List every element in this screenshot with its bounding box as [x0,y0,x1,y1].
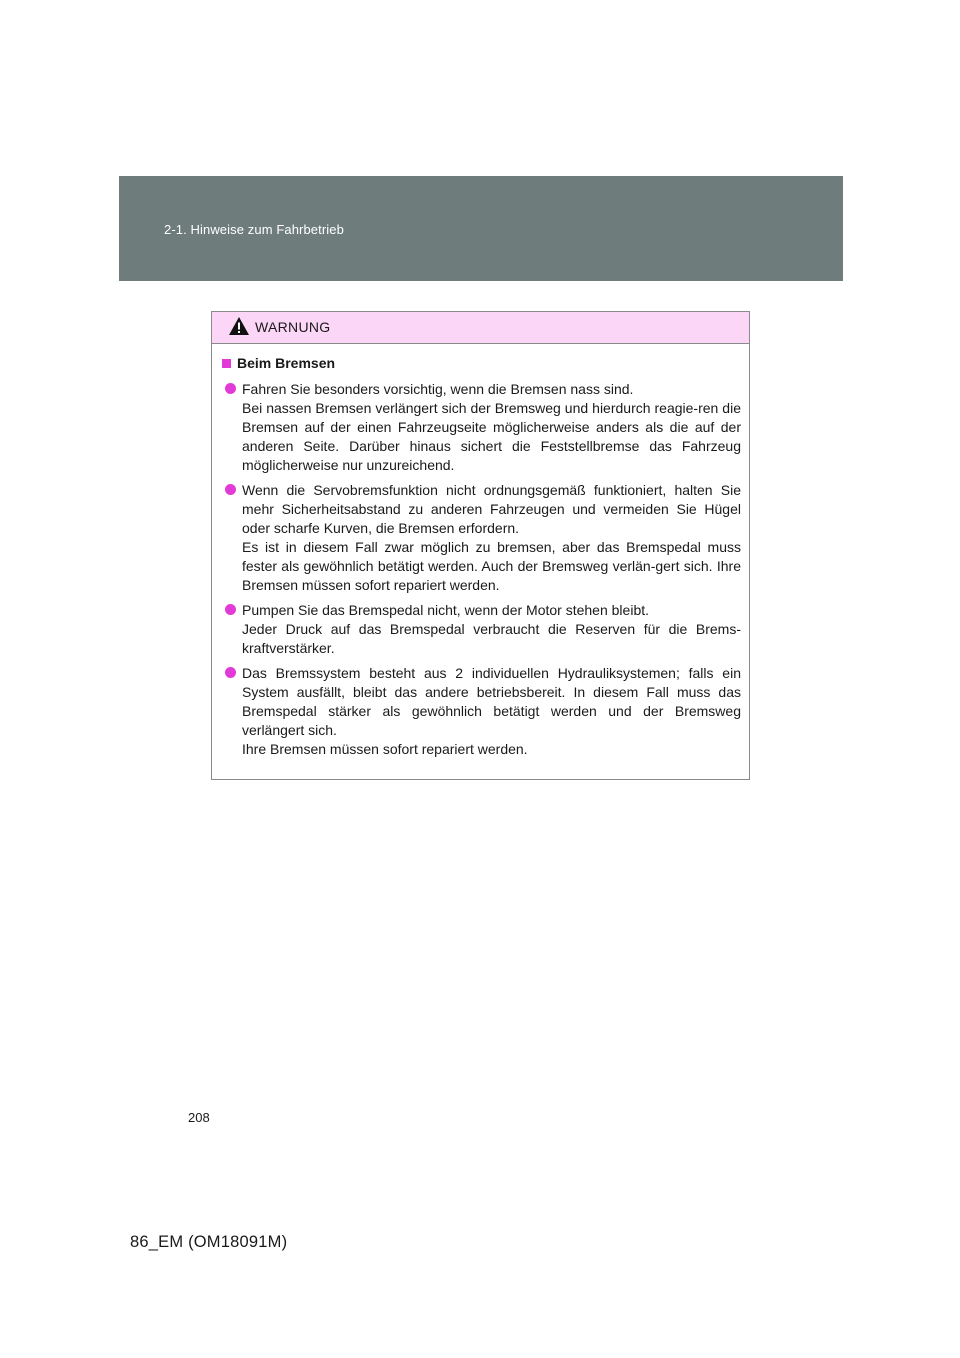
document-code: 86_EM (OM18091M) [130,1233,288,1251]
warning-triangle-icon [228,316,250,336]
warning-body [212,344,749,759]
subsection-heading-text: Beim Bremsen [237,355,336,371]
section-title: 2-1. Hinweise zum Fahrbetrieb [164,222,344,237]
bullet-dot-icon [225,667,236,678]
item-paragraph: Es ist in diesem Fall zwar möglich zu bremsen, aber das Bremspedal muss fester als gewöhnlich betätigt werden. Auch der Bremsweg verlän-gert sich. Ihre Bremsen müssen sofort repariert werden. [242,539,741,593]
item-paragraph: Fahren Sie besonders vorsichtig, wenn die Bremsen nass sind. [242,381,634,397]
bullet-dot-icon [225,604,236,615]
list-item [222,601,741,658]
item-paragraph: Pumpen Sie das Bremspedal nicht, wenn der Motor stehen bleibt. [242,602,650,618]
item-paragraph: Wenn die Servobremsfunktion nicht ordnungsgemäß funktioniert, halten Sie mehr Sicherheitsabstand zu anderen Fahrzeugen und vermeiden Sie Hügel oder scharfe Kurven, die Bremsen erfordern. [242,482,741,536]
warning-box [211,311,750,780]
bullet-dot-icon [225,383,236,394]
item-paragraph: Ihre Bremsen müssen sofort repariert werden. [242,741,528,757]
page-number: 208 [188,1110,210,1125]
list-item [222,664,741,759]
warning-header [212,312,749,344]
bullet-dot-icon [225,484,236,495]
item-paragraph: Jeder Druck auf das Bremspedal verbraucht die Reserven für die Brems-kraftverstärker. [242,621,741,656]
square-bullet-icon [222,359,231,368]
item-paragraph: Das Bremssystem besteht aus 2 individuellen Hydrauliksystemen; falls ein System ausfällt, bleibt das andere betriebsbereit. In diesem Fall muss das Bremspedal stärker als gewöhnlich betätigt werden und der Bremsweg verlängert sich. [242,665,741,738]
list-item [222,380,741,475]
warning-title: WARNUNG [255,319,331,335]
item-paragraph: Bei nassen Bremsen verlängert sich der Bremsweg und hierdurch reagie-ren die Bremsen auf der einen Fahrzeugseite möglicherweise anders als die auf der anderen Seite. Darüber hinaus sichert die Feststellbremse das Fahrzeug möglicherweise nur unzureichend. [242,400,741,473]
list-item [222,481,741,595]
chapter-header-band [119,176,843,281]
subsection-heading [222,354,741,372]
